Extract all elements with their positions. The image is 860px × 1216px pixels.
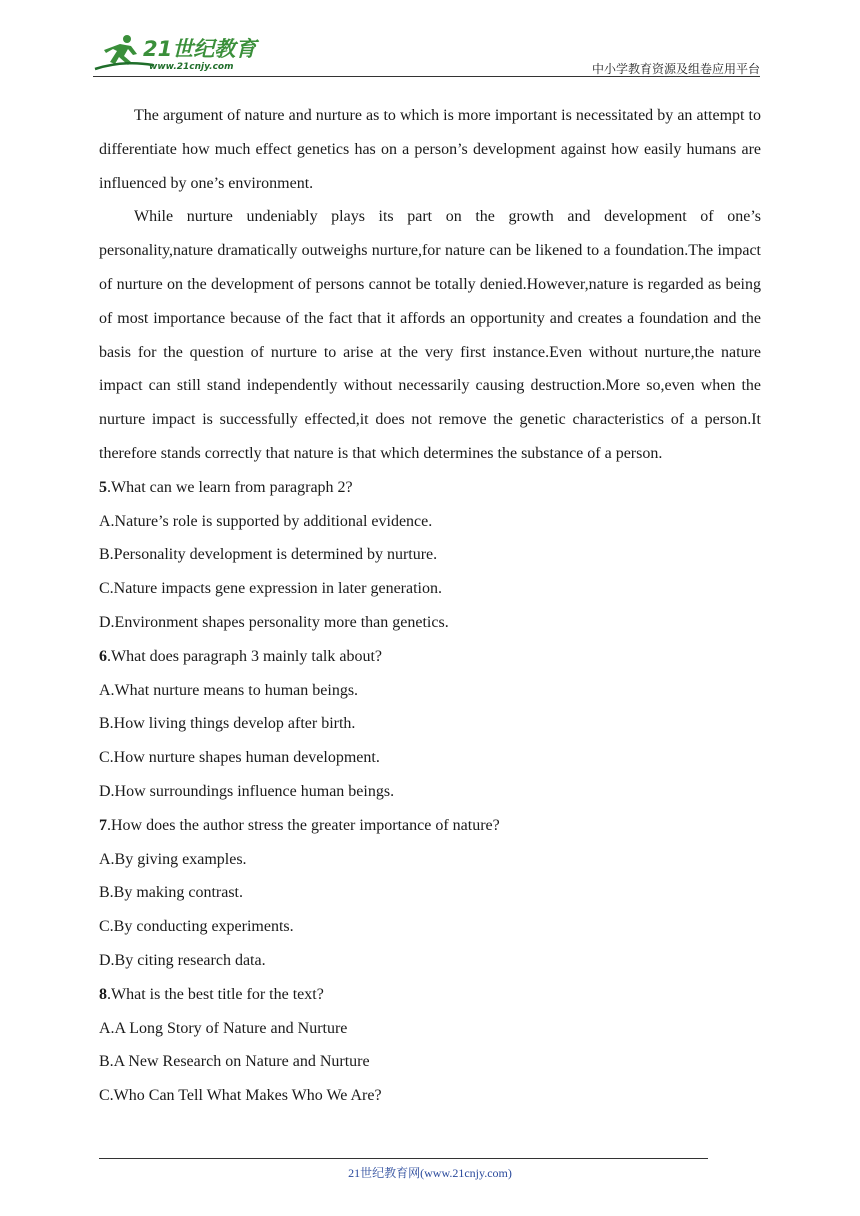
- question-stem: [99, 978, 761, 1012]
- option-b: B.Personality development is determined by nurture.: [99, 546, 438, 564]
- question-text: .How does the author stress the greater importance of nature?: [107, 816, 500, 834]
- page-header: [93, 30, 760, 78]
- option-c: C.Nature impacts gene expression in later generation.: [99, 580, 442, 598]
- question-number: 7: [99, 816, 107, 834]
- question-text: .What does paragraph 3 mainly talk about?: [107, 647, 383, 665]
- question-number: 6: [99, 647, 107, 665]
- option-d: D.How surroundings influence human beings.: [99, 782, 395, 800]
- option-b: B.How living things develop after birth.: [99, 715, 356, 733]
- option-c: C.Who Can Tell What Makes Who We Are?: [99, 1087, 382, 1105]
- question-stem: [99, 471, 761, 505]
- question-5: [99, 471, 761, 640]
- option-b: B.By making contrast.: [99, 884, 243, 902]
- footer-text: 21世纪教育网(www.21cnjy.com): [348, 1166, 512, 1180]
- main-content: [99, 99, 761, 1113]
- question-text: .What is the best title for the text?: [107, 985, 324, 1003]
- question-7: [99, 809, 761, 978]
- option-a: A.What nurture means to human beings.: [99, 681, 359, 699]
- option-d: D.Environment shapes personality more than genetics.: [99, 613, 449, 631]
- question-8: [99, 978, 761, 1113]
- question-stem: [99, 640, 761, 674]
- option-a: A.By giving examples.: [99, 850, 247, 868]
- option-c: C.How nurture shapes human development.: [99, 749, 380, 767]
- question-6: [99, 640, 761, 809]
- logo-main-text: 21世纪教育: [143, 37, 257, 61]
- header-divider: [93, 76, 760, 77]
- question-stem: [99, 809, 761, 843]
- question-number: 5: [99, 478, 107, 496]
- option-a: A.Nature’s role is supported by additional evidence.: [99, 512, 433, 530]
- question-number: 8: [99, 985, 107, 1003]
- question-text: .What can we learn from paragraph 2?: [107, 478, 353, 496]
- passage-paragraph-2: While nurture undeniably plays its part on the growth and development of one’s personality,nature dramatically outweighs nurture,for nature can be likened to a foundation.The impact of nurture on the development of persons cannot be totally denied.However,nature is regarded as being of most importance because of the fact that it affords an opportunity and creates a foundation and the basis for the question of nurture to arise at the very first instance.Even without nurture,the nature impact can still stand independently without necessarily causing destruction.More so,even when the nurture impact is successfully effected,it does not remove the genetic characteristics of a person.It therefore stands correctly that nature is that which determines the substance of a person.: [99, 208, 761, 462]
- platform-name: 中小学教育资源及组卷应用平台: [591, 62, 760, 76]
- option-a: A.A Long Story of Nature and Nurture: [99, 1019, 348, 1037]
- site-logo: [93, 32, 268, 72]
- footer-divider: [99, 1158, 708, 1159]
- option-b: B.A New Research on Nature and Nurture: [99, 1053, 370, 1071]
- logo-url-text: www.21cnjy.com: [149, 62, 234, 72]
- option-d: D.By citing research data.: [99, 951, 266, 969]
- passage-paragraph-1: The argument of nature and nurture as to which is more important is necessitated by an attempt to differentiate how much effect genetics has on a person’s development against how easily humans are influenced by one’s environment.: [99, 107, 761, 192]
- option-c: C.By conducting experiments.: [99, 918, 294, 936]
